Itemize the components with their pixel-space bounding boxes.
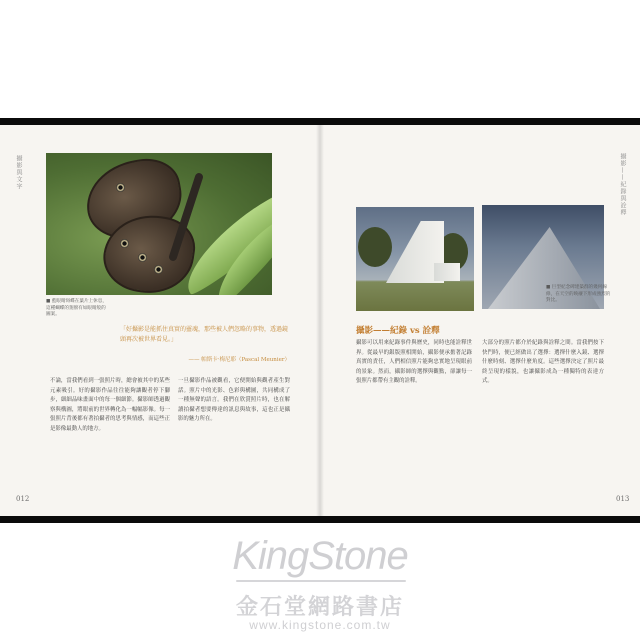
monument-photo-left xyxy=(356,207,474,311)
left-body-column-1: 不論，當我們看到一張照片時，總會被其中的某些元素吸引。好的攝影作品往往能夠讓觀者停下腳步，細細品味畫面中的每一個細節。攝影師透過觀察與構圖，將眼前的世界轉化為一幅幅影像。每一張照片背後都有著拍攝者的思考與情感，而這些正是影像最動人的地方。 xyxy=(50,378,170,432)
wing-eyespot xyxy=(120,239,129,248)
block-monument xyxy=(434,263,460,281)
watermark-chinese-name: 金石堂網路書店 xyxy=(235,594,404,620)
right-page xyxy=(322,125,640,516)
right-body-column-2: 大部分的照片都介於紀錄與詮釋之間。當我們按下快門時，便已經做出了選擇：選擇什麼入鏡、選擇什麼時刻、選擇什麼角度。這些選擇決定了照片最終呈現的樣貌，也讓攝影成為一種獨特的表達方式。 xyxy=(482,340,604,385)
wing-eyespot xyxy=(138,253,147,262)
watermark-swoosh xyxy=(236,580,406,582)
book-spread xyxy=(0,125,640,516)
wing-eyespot xyxy=(116,183,125,192)
right-photo-caption: ■ 巨型紀念碑建築群的幾何線條，在天空的映襯下形成強烈的對比。 xyxy=(546,285,611,304)
left-body-column-2: 一旦攝影作品被觀看，它便開始與觀者產生對話。照片中的光影、色彩與構圖，共同構成了一種無聲的語言。我們在欣賞照片時，也在解讀拍攝者想要傳達的訊息與故事，這也正是攝影的魅力所在。 xyxy=(178,378,290,423)
quote-attribution: —— 帕斯卡·梅尼耶（Pascal Meunier） xyxy=(188,357,290,363)
wing-eyespot xyxy=(154,265,163,274)
left-page xyxy=(0,125,318,516)
left-photo-caption: ■ 藍眼睛斑蝶在葉片上休息，這種蝴蝶的翅膀有如眼睛般的圖案。 xyxy=(46,299,107,318)
tree-shape xyxy=(358,227,392,267)
top-black-band xyxy=(0,118,640,125)
right-running-head: 攝影——紀錄與詮釋 xyxy=(619,153,626,216)
left-page-number: 012 xyxy=(16,495,30,503)
watermark-brand: KingStone xyxy=(232,534,408,578)
butterfly-photo xyxy=(46,153,272,295)
left-running-head: 攝影與文字 xyxy=(15,155,22,190)
watermark-url: www.kingstone.com.tw xyxy=(249,618,391,632)
pull-quote: 「好攝影是能抓住真實的靈魂，那些被人們忽略的事物，透過鏡頭再次被世界看見。」 xyxy=(120,326,289,343)
right-page-number: 013 xyxy=(616,495,630,503)
right-body-column-1: 攝影可以用來紀錄事件與歷史，同時也能詮釋世界。從最早的銀版照相開始，攝影便承擔著記錄真實的責任，人們相信照片能夠忠實地呈現眼前的景象。然而，攝影師的選擇與觀點，卻讓每一張照片都帶有主觀的詮釋。 xyxy=(356,340,472,385)
bottom-black-band xyxy=(0,516,640,523)
section-heading: 攝影——紀錄 vs 詮釋 xyxy=(356,326,440,336)
